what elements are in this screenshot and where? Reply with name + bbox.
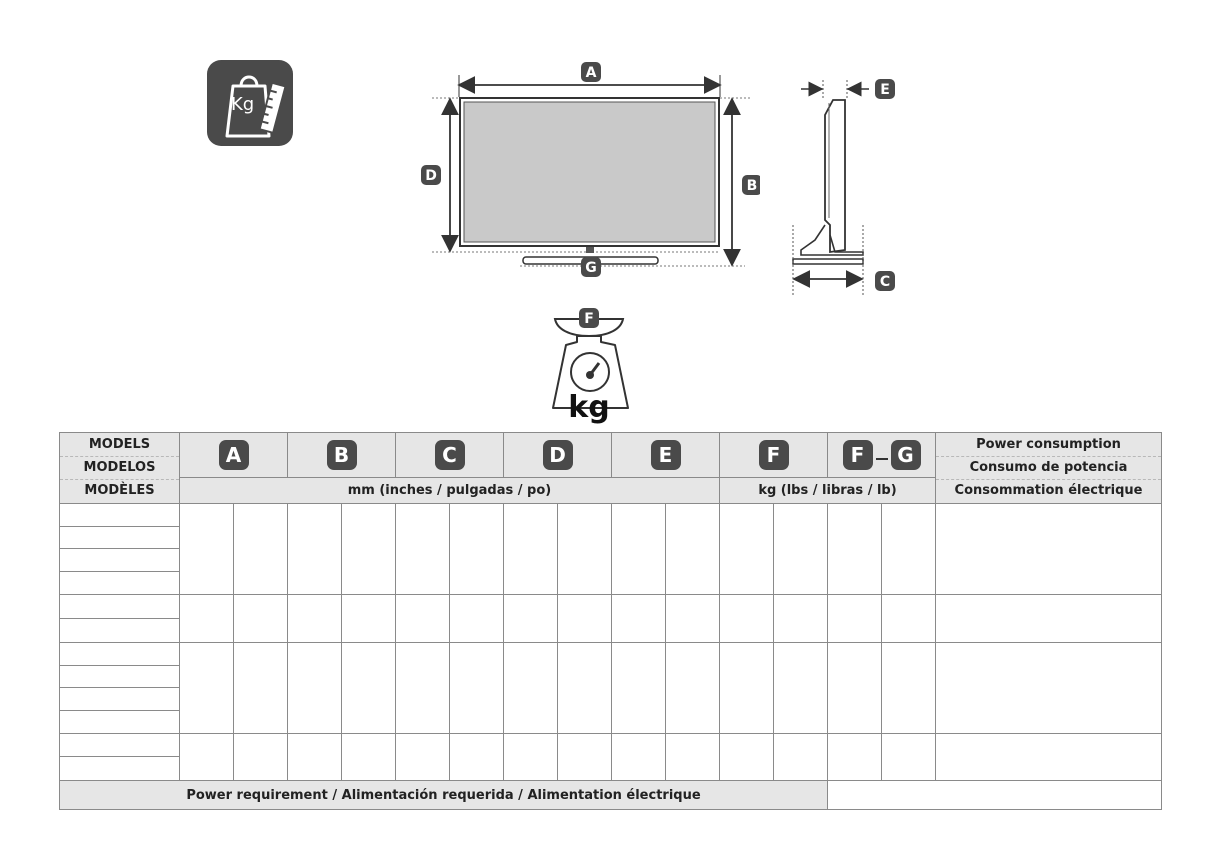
table-row (60, 595, 1162, 643)
column-c-badge: C (435, 440, 465, 470)
tv-front-diagram (420, 55, 760, 285)
dimension-label-b: B (746, 178, 758, 194)
power-consumption-en: Power consumption (936, 434, 1161, 457)
table-row (60, 734, 1162, 781)
tv-side-diagram (785, 75, 900, 300)
column-b-header (288, 433, 396, 478)
models-header-fr: MODÈLES (84, 483, 155, 498)
column-c-header (396, 433, 504, 478)
unit-mm-header: mm (inches / pulgadas / po) (180, 478, 720, 504)
models-header-es: MODELOS (60, 457, 179, 480)
dimension-label-d: D (425, 168, 437, 184)
column-f-badge: F (759, 440, 789, 470)
column-fg-header (828, 433, 936, 478)
scale-kg-label: kg (568, 390, 610, 425)
unit-kg-header: kg (lbs / libras / lb) (720, 478, 936, 504)
dimension-label-e: E (880, 82, 890, 98)
models-header (60, 433, 180, 504)
power-requirement-label: Power requirement / Alimentación requerida / Alimentation électrique (60, 781, 828, 810)
model-cell-group (60, 595, 180, 643)
column-d-badge: D (543, 440, 573, 470)
column-a-badge: A (219, 440, 249, 470)
power-consumption-fr: Consommation électrique (954, 483, 1143, 498)
power-requirement-value (828, 781, 1162, 810)
weight-bag-icon (207, 60, 293, 146)
model-cell-group (60, 643, 180, 734)
table-row (60, 504, 1162, 595)
power-consumption-header (936, 433, 1162, 504)
column-fg-badge-g: G (891, 440, 921, 470)
dimension-label-a: A (585, 65, 597, 81)
dimension-label-g: G (585, 260, 597, 276)
dimension-label-f: F (584, 311, 594, 327)
specifications-table (59, 432, 1162, 810)
column-e-badge: E (651, 440, 681, 470)
column-f-header (720, 433, 828, 478)
column-a-header (180, 433, 288, 478)
dimension-label-c: C (879, 274, 891, 290)
weight-scale-icon (545, 305, 640, 425)
models-header-en: MODELS (60, 434, 179, 457)
table-row (60, 643, 1162, 734)
column-d-header (504, 433, 612, 478)
column-b-badge: B (327, 440, 357, 470)
weight-icon-label: Kg (231, 94, 255, 115)
column-fg-badge-f: F (843, 440, 873, 470)
power-consumption-es: Consumo de potencia (936, 457, 1161, 480)
column-e-header (612, 433, 720, 478)
model-cell-group (60, 504, 180, 595)
model-cell-group (60, 734, 180, 781)
